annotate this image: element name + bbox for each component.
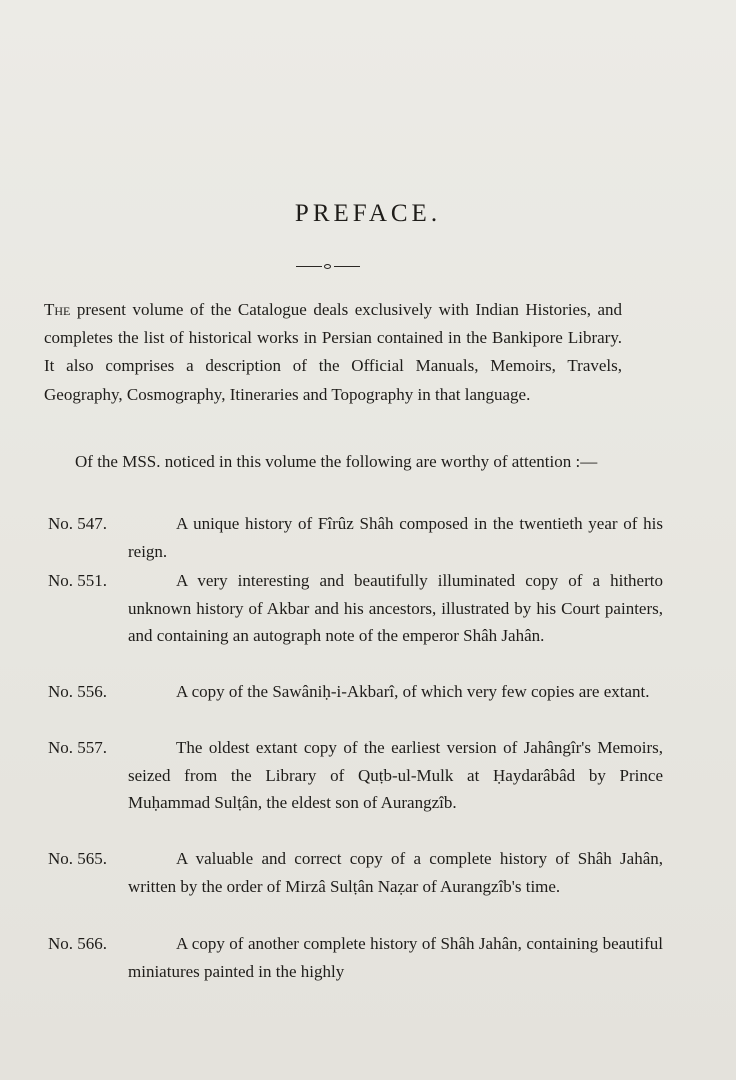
- item-number: No. 566.: [48, 934, 108, 953]
- item-text: A unique history of Fîrûz Shâh composed in the twentieth year of his reign.: [128, 514, 663, 561]
- list-item: [48, 567, 663, 650]
- page-title: PREFACE.: [294, 200, 442, 227]
- list-item: [48, 678, 663, 706]
- paragraph-lead-word: The: [44, 300, 71, 319]
- ornament-line-left: [296, 266, 322, 267]
- title-ornament: [296, 264, 360, 270]
- list-item: [48, 930, 663, 985]
- list-item: [48, 734, 663, 817]
- item-number: No. 557.: [48, 738, 108, 757]
- item-number: No. 565.: [48, 849, 108, 868]
- paragraph-text: present volume of the Catalogue deals exclusively with Indian Histories, and completes the list of historical works in Persian contained in the Bankipore Library. It also comprises a description of the Official Manuals, Memoirs, Travels, Geography, Cosmography, Itineraries and Topography in that language.: [44, 300, 622, 404]
- item-text: A copy of another complete history of Shâh Jahân, containing beautiful miniatures painted in the highly: [128, 934, 663, 981]
- list-item: [48, 510, 663, 565]
- item-text: A copy of the Sawâniḥ-i-Akbarî, of which very few copies are extant.: [176, 682, 650, 701]
- item-number: No. 547.: [48, 514, 108, 533]
- item-text: The oldest extant copy of the earliest version of Jahângîr's Memoirs, seized from the Library of Quṭb-ul-Mulk at Ḥaydarâbâd by Prince Muḥammad Sulṭân, the eldest son of Aurangzîb.: [128, 738, 663, 812]
- item-text: A very interesting and beautifully illuminated copy of a hitherto unknown history of Akbar and his ancestors, illustrated by his Court painters, and containing an autograph note of the emperor Shâh Jahân.: [128, 571, 663, 645]
- preface-paragraph-1: [44, 296, 622, 409]
- preface-paragraph-2: Of the MSS. noticed in this volume the following are worthy of attention :—: [75, 452, 598, 471]
- ornament-line-right: [334, 266, 360, 267]
- list-item: [48, 845, 663, 900]
- item-text: A valuable and correct copy of a complete history of Shâh Jahân, written by the order of Mirzâ Sulṭân Naẓar of Aurangzîb's time.: [128, 849, 663, 896]
- item-number: No. 551.: [48, 571, 108, 590]
- ornament-dot: [324, 264, 331, 269]
- item-number: No. 556.: [48, 682, 108, 701]
